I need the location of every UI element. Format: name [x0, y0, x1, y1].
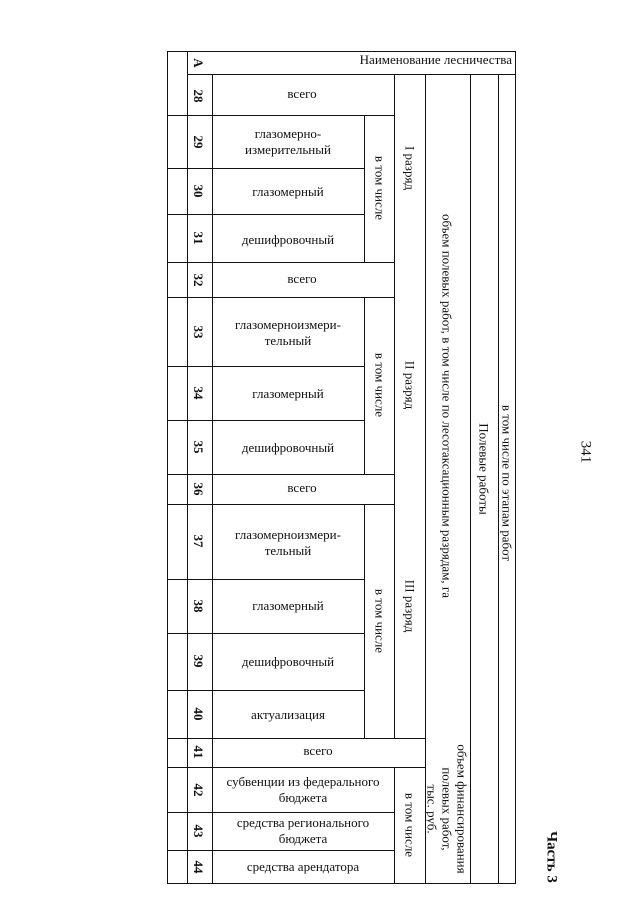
row-num-41: 41	[191, 745, 206, 759]
rule-31	[167, 262, 394, 263]
header-forestry-name: Наименование лесничества	[359, 52, 512, 67]
field-work-header: Полевые работы	[476, 423, 492, 515]
row-num-36: 36	[191, 482, 206, 496]
stages-header: в том числе по этапам работ	[499, 404, 515, 562]
part-label: Часть 3	[543, 831, 560, 883]
row-num-28: 28	[191, 89, 206, 103]
rank-3-label: III разряд	[402, 579, 418, 633]
volume-finance-header	[425, 744, 470, 873]
row-num-34: 34	[191, 386, 206, 400]
row-num-38: 38	[191, 599, 206, 613]
row-label-32: всего	[287, 271, 317, 286]
col-intotal-3-left	[364, 504, 365, 738]
rule-33	[167, 366, 364, 367]
row-num-29: 29	[191, 135, 206, 149]
volume-finance-line-2: полевых работ,	[439, 767, 455, 851]
rule-39	[167, 690, 364, 691]
row-num-33: 33	[191, 325, 206, 339]
row-label-42: субвенции из федерального бюджета	[226, 774, 380, 805]
row-label-39: дешифровочный	[241, 654, 335, 669]
row-label-38: глазомерный	[252, 598, 324, 613]
row-label-35: дешифровочный	[241, 440, 335, 455]
row-num-44: 44	[191, 860, 206, 874]
rule-40	[167, 738, 425, 739]
col-intotal-2-left	[364, 297, 365, 474]
col-intotal-1-left	[364, 115, 365, 262]
volume-field-header: объем полевых работ, в том числе по лесотаксационным разрядам, га	[439, 213, 455, 599]
row-label-29: глазомерно- измерительный	[245, 126, 331, 157]
row-label-28: всего	[287, 86, 317, 101]
col-num-rule	[187, 51, 188, 884]
row-label-43: средства регионального бюджета	[236, 815, 370, 846]
rank-1-label: I разряд	[402, 145, 418, 191]
rule-37	[167, 579, 364, 580]
row-label-37: глазомерноизмери- тельный	[235, 527, 341, 558]
volume-finance-line-3: тыс. руб.	[424, 784, 440, 834]
row-num-32: 32	[191, 273, 206, 287]
in-total-label-1: в том числе	[372, 155, 388, 221]
row-label-36: всего	[287, 480, 317, 495]
row-num-30: 30	[191, 184, 206, 198]
volume-finance-line-1: объем финансирования	[454, 744, 470, 874]
col-rank-left	[394, 74, 395, 738]
row-num-35: 35	[191, 440, 206, 454]
marker-a: А	[191, 58, 206, 68]
rule-35	[167, 474, 394, 475]
row-num-40: 40	[191, 707, 206, 721]
row-label-30: глазомерный	[252, 184, 324, 199]
row-label-31: дешифровочный	[241, 232, 335, 247]
row-num-43: 43	[191, 824, 206, 838]
rule-36	[167, 504, 394, 505]
row-label-41: всего	[303, 743, 333, 758]
rule-43	[167, 850, 395, 851]
rule-41	[167, 767, 425, 768]
rule-42	[167, 812, 395, 813]
rule-header	[187, 74, 516, 75]
row-num-42: 42	[191, 783, 206, 797]
page-number: 341	[577, 440, 594, 464]
row-num-37: 37	[191, 534, 206, 548]
row-label-34: глазомерный	[252, 386, 324, 401]
row-label-40: актуализация	[251, 707, 325, 722]
col-fin-intotal-left	[394, 767, 395, 884]
in-total-label-3: в том числе	[372, 588, 388, 654]
row-num-31: 31	[191, 231, 206, 245]
rule-34	[167, 420, 364, 421]
rule-29	[167, 168, 364, 169]
in-total-label-2: в том числе	[372, 352, 388, 418]
row-num-39: 39	[191, 654, 206, 668]
rule-38	[167, 633, 364, 634]
in-total-label-4: в том числе	[402, 792, 418, 858]
rule-28	[167, 115, 394, 116]
rule-30	[167, 214, 364, 215]
col-field-left	[470, 74, 471, 884]
row-label-44: средства арендатора	[246, 859, 360, 874]
row-label-33: глазомерноизмери- тельный	[235, 317, 341, 348]
rule-32	[167, 297, 394, 298]
rank-2-label: II разряд	[402, 360, 418, 410]
